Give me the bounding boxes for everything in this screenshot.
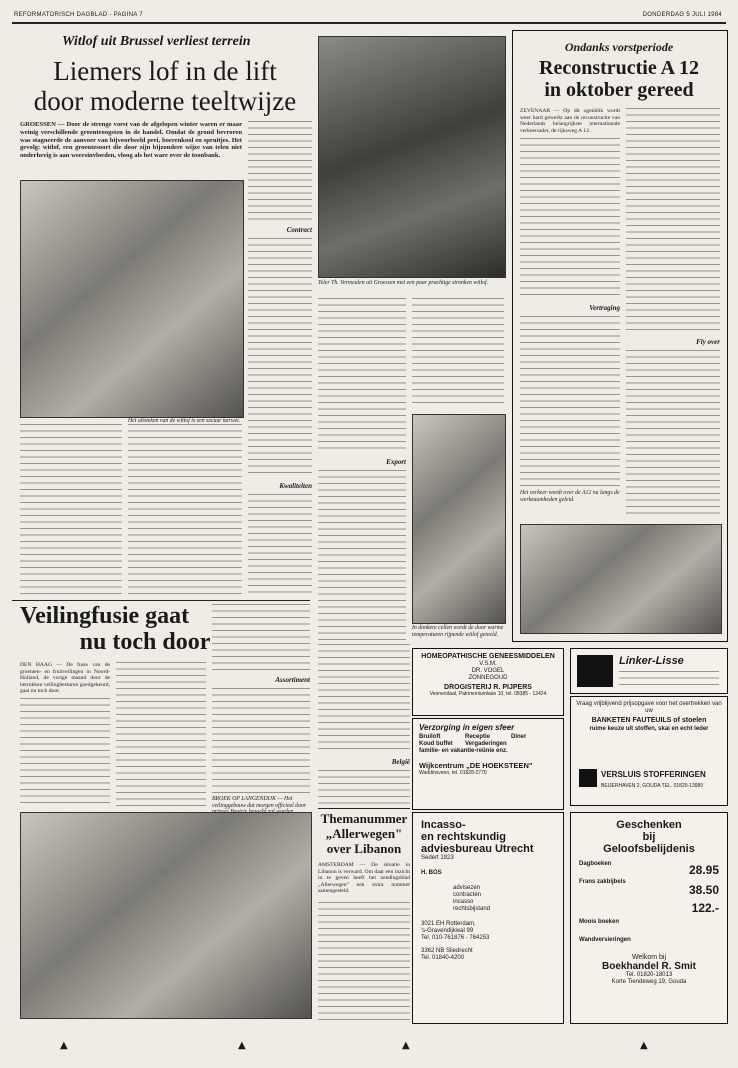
versluis-offer: ruime keuze uit stoffen, skai en echt leder — [589, 726, 709, 732]
lof-headline-1: Liemers lof in de lift — [53, 56, 277, 86]
binder-mark: ▲ — [238, 1040, 246, 1051]
boek-item: Dagboeken — [579, 861, 612, 867]
lof-sub-kwaliteiten: Kwaliteiten — [279, 482, 312, 490]
verzorging-item: Receptie — [465, 734, 491, 740]
ad-verzorging — [412, 718, 564, 810]
libanon-headline-3: over Libanon — [326, 841, 402, 856]
lof-caption-1: Het uitsteken van de witlof is een secuur karwei. — [128, 418, 241, 424]
versluis-tagline: Vraag vrijblijvend prijsopgave voor het overtrekken van uw — [576, 701, 722, 714]
homeo-line-2: DR. VOGEL — [471, 668, 505, 674]
veiling-top-rule — [12, 600, 310, 601]
veilinggebouw-photo — [20, 812, 312, 1019]
incasso-tel-2: Tel. 01840-4200 — [421, 955, 465, 961]
reconstructie-col4 — [626, 350, 720, 516]
boek-title-2: bij — [642, 831, 656, 843]
ad-boekhandel — [570, 812, 728, 1024]
incasso-addr-2: 's-Gravendijkwal 99 — [421, 928, 474, 934]
mid-col-b — [318, 770, 410, 804]
verzorging-item: Koud buffet — [419, 741, 453, 747]
linker-brand: Linker-Lisse — [619, 655, 684, 667]
verzorging-item: Bruiloft — [419, 734, 441, 740]
lof-headline-2: door moderne teeltwijze — [33, 86, 297, 116]
reconstructie-col1 — [520, 138, 620, 300]
page-header-right: DONDERDAG 5 JULI 1984 — [642, 12, 722, 18]
reconstructie-col3 — [626, 108, 720, 334]
binder-mark: ▲ — [60, 1040, 68, 1051]
reconstructie-lead: ZEVENAAR — Op dit ogenblik wordt weer hard gewerkt aan de reconstructie van Nederlands belangrijkste internationale verkeersader, de rijksweg A 12. — [520, 108, 620, 134]
homeo-title: HOMEOPATHISCHE GENEESMIDDELEN — [421, 653, 555, 660]
incasso-title-2: en rechtskundig — [421, 831, 506, 843]
libanon-col — [318, 902, 410, 1022]
verzorging-items — [413, 734, 563, 755]
veiling-col3b — [212, 688, 310, 794]
veiling-headline-2: nu toch door — [79, 629, 211, 655]
incasso-tel-1: Tel. 010-761876 - 764253 — [421, 935, 490, 941]
boek-price: 28.95 — [688, 863, 719, 877]
lof-body-col4 — [248, 238, 312, 478]
homeo-line-3: ZONNEGOUD — [468, 675, 508, 681]
boek-welcome: Welkom bij — [631, 954, 667, 961]
verzorging-title: Verzorging in eigen sfeer — [419, 723, 515, 732]
incasso-addr-1: 3021 EH Rotterdam, — [421, 921, 476, 927]
centre-body-col3 — [318, 470, 406, 640]
boek-shop: Boekhandel R. Smit — [602, 961, 696, 972]
veiling-headline-1: Veilingfusie gaat — [20, 603, 190, 629]
lof-kicker: Witlof uit Brussel verliest terrein — [62, 34, 251, 49]
boek-item: Moois boeken — [579, 919, 620, 925]
homeo-line-1: V.S.M. — [479, 661, 497, 667]
verzorging-item: Diner — [511, 734, 527, 740]
lof-caption-2: Teler Th. Vermeulen uit Groessen met een paar prachtige stronken witlof. — [318, 280, 489, 286]
lof-sub-contract: Contract — [286, 226, 312, 234]
incasso-title-1: Incasso- — [421, 819, 466, 831]
veiling-lead: DEN HAAG — De fusie van de groenten- en fruitveilingen in Noord-Holland, de vorige maand door de betrokken veilingbesturen goedgekeurd, gaat nu toch door. — [20, 662, 110, 694]
libanon-headline-1: Themanummer — [320, 811, 408, 826]
centre-body-col1 — [318, 298, 406, 454]
homeo-address: Veenendaal, Patrimoniumlaan 10, tel. 08385 - 12424 — [429, 691, 547, 697]
veiling-col2 — [116, 662, 206, 808]
export-sub: Export — [386, 458, 406, 466]
boek-title-3: Geloofsbelijdenis — [603, 843, 695, 855]
boek-price: 38.50 — [688, 883, 719, 897]
reconstructie-col2 — [520, 316, 620, 486]
boek-item: Wandversieringen — [579, 937, 631, 943]
versluis-company: VERSLUIS STOFFERINGEN — [601, 770, 706, 779]
binder-mark: ▲ — [640, 1040, 648, 1051]
mid-col-a — [318, 644, 410, 754]
veiling-col3a — [212, 604, 310, 670]
veiling-sub-belgie: België — [391, 758, 410, 766]
veiling-sub-assortiment: Assortiment — [275, 676, 310, 684]
incasso-role: incasso — [453, 899, 474, 905]
libanon-rule — [318, 808, 410, 809]
incasso-role: advisezen — [453, 885, 481, 891]
header-rule — [12, 22, 726, 24]
verzorging-item: familie- en vakantie-reünie enz. — [419, 748, 508, 754]
lof-body-col1 — [20, 424, 122, 596]
ad-incasso — [412, 812, 564, 1024]
ad-linker-logo — [570, 648, 728, 694]
incasso-title-3: adviesbureau Utrecht — [421, 843, 534, 855]
ad-versluis — [570, 696, 728, 806]
page-header-left: REFORMATORISCH DAGBLAD - PAGINA 7 — [14, 12, 143, 18]
versluis-logo-icon — [579, 769, 597, 787]
libanon-lead: AMSTERDAM — De situatie in Libanon is verward. Om daar een inzicht in te geven heeft het zendingsblad „Allerwegen" een extra nummer samengesteld. — [318, 862, 410, 894]
teler-photo — [318, 36, 506, 278]
a12-photo — [520, 524, 722, 634]
verzorging-item: Vergaderingen — [465, 741, 507, 747]
linker-logo-icon — [577, 655, 613, 687]
boek-price-list — [579, 861, 719, 933]
reconstructie-headline-1: Reconstructie A 12 — [539, 57, 699, 79]
homeo-shop: DROGISTERIJ R. PIJPERS — [444, 684, 532, 691]
incasso-addr-3: 3362 NB Sliedrecht — [421, 948, 473, 954]
boek-item: Frans zakbijbels — [579, 879, 626, 885]
witlof-photo-1 — [20, 180, 244, 418]
lof-body-col2 — [128, 424, 242, 596]
libanon-headline-2: „Allerwegen" — [325, 826, 403, 841]
incasso-role: rechtsbijstand — [453, 906, 491, 912]
boek-address: Korte Tiendeweg 19, Gouda — [611, 979, 687, 985]
incasso-name: H. BOS — [421, 870, 442, 876]
versluis-product: BANKETEN FAUTEUILS of stoelen — [591, 717, 707, 724]
boek-tel: Tel. 01820-18013 — [625, 972, 673, 978]
reconstructie-headline-2: in oktober gereed — [544, 79, 694, 101]
incasso-role: contracten — [453, 892, 482, 898]
cellen-photo — [412, 414, 506, 624]
verzorging-company: Wijkcentrum „DE HOEKSTEEN" — [419, 761, 533, 770]
verzorging-address: Waddinxveen, tel. 01828-2770 — [419, 770, 487, 776]
lof-body-col3 — [248, 121, 312, 221]
veiling-col1 — [20, 698, 110, 808]
ad-homeopathie — [412, 648, 564, 716]
veiling-caption: BROEK OP LANGENDIJK — Het veilinggebouw dat morgen officieel door — [212, 796, 307, 809]
incasso-since: Sedert 1923 — [421, 855, 454, 861]
export-caption: In donkere cellen wordt de door warme temperaturen rijpende witlof geteeld. — [412, 625, 504, 638]
lof-lead: GROESSEN — Door de strenge vorst van de afgelopen winter waren er maar weinig verschillende groenteoogsten in de handel. Omdat de grond bevroren was stagneerde de aanvoer van bijvoorbeeld prei, boerenkool en spruitjes. Het gevolg: witlof, een groentesoort die door zijn bijzondere wijze van telen niet onderhevig is aan weersinvloeden, vloog als het ware over de toonbank. — [20, 121, 242, 160]
reconstructie-kicker: Ondanks vorstperiode — [564, 40, 674, 54]
lof-body-col5 — [248, 494, 312, 594]
reconstructie-sub-vertraging: Vertraging — [589, 304, 620, 312]
boek-title: Geschenken — [616, 819, 682, 831]
centre-body-col2 — [412, 298, 504, 408]
reconstructie-caption: Het verkeer wordt over de A12 nu langs de werkzaamheden geleid. — [520, 490, 620, 503]
boek-price: 122.- — [691, 901, 719, 915]
versluis-address: BEIJERHAVEN 2, GOUDA TEL. 01820-13989 — [601, 783, 704, 789]
reconstructie-sub-flyover: Fly over — [696, 338, 720, 346]
binder-mark: ▲ — [402, 1040, 410, 1051]
